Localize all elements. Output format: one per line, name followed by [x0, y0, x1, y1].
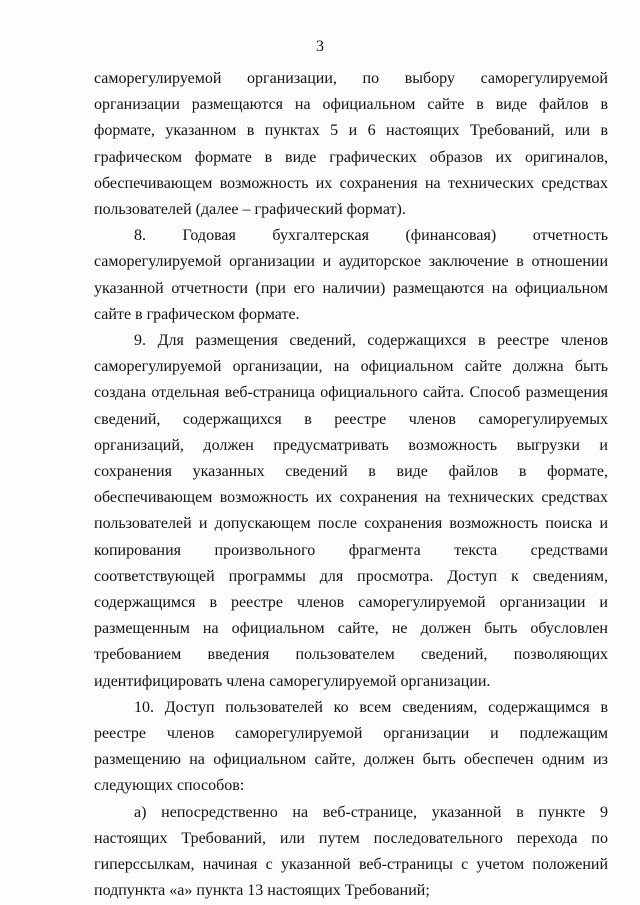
paragraph-continuation: саморегулируемой организации, по выбору саморегулируемой организации размещаются на официальном сайте в виде файлов в формате, указанном в пунктах 5 и 6 настоящих Требований, или в графическом формате в виде графических образов их оригиналов, обеспечивающем возможность их сохранения на технических средствах пользователей (далее – графический формат). [94, 70, 608, 219]
page-number: 3 [316, 38, 324, 55]
paragraph-10-a: а) непосредственно на веб-странице, указанной в пункте 9 настоящих Требований, или путем последовательного перехода по гиперссылкам, начиная с указанной веб-страницы с учетом положений подпункта «а» пункта 13 настоящих Требований; [94, 803, 608, 900]
document-body [94, 66, 608, 905]
paragraph-10: 10. Доступ пользователей ко всем сведениям, содержащимся в реестре членов саморегулируемой организации и подлежащим размещению на официальном сайте, должен быть обеспечен одним из следующих способов: [94, 698, 608, 795]
paragraph-8: 8. Годовая бухгалтерская (финансовая) отчетность саморегулируемой организации и аудиторское заключение в отношении указанной отчетности (при его наличии) размещаются на официальном сайте в графическом формате. [94, 227, 608, 323]
paragraph-9: 9. Для размещения сведений, содержащихся в реестре членов саморегулируемой организации, на официальном сайте должна быть создана отдельная веб-страница официального сайта. Способ размещения сведений, содержащихся в реестре членов саморегулируемых организаций, должен предусматривать возможность выгрузки и сохранения указанных сведений в виде файлов в формате, обеспечивающем возможность их сохранения на технических средствах пользователей и допускающем после сохранения возможность поиска и копирования произвольного фрагмента текста средствами соответствующей программы для просмотра. Доступ к сведениям, содержащимся в реестре членов саморегулируемой организации и размещенным на официальном сайте, не должен быть обусловлен требованием введения пользователем сведений, позволяющих идентифицировать члена саморегулируемой организации. [94, 332, 608, 690]
